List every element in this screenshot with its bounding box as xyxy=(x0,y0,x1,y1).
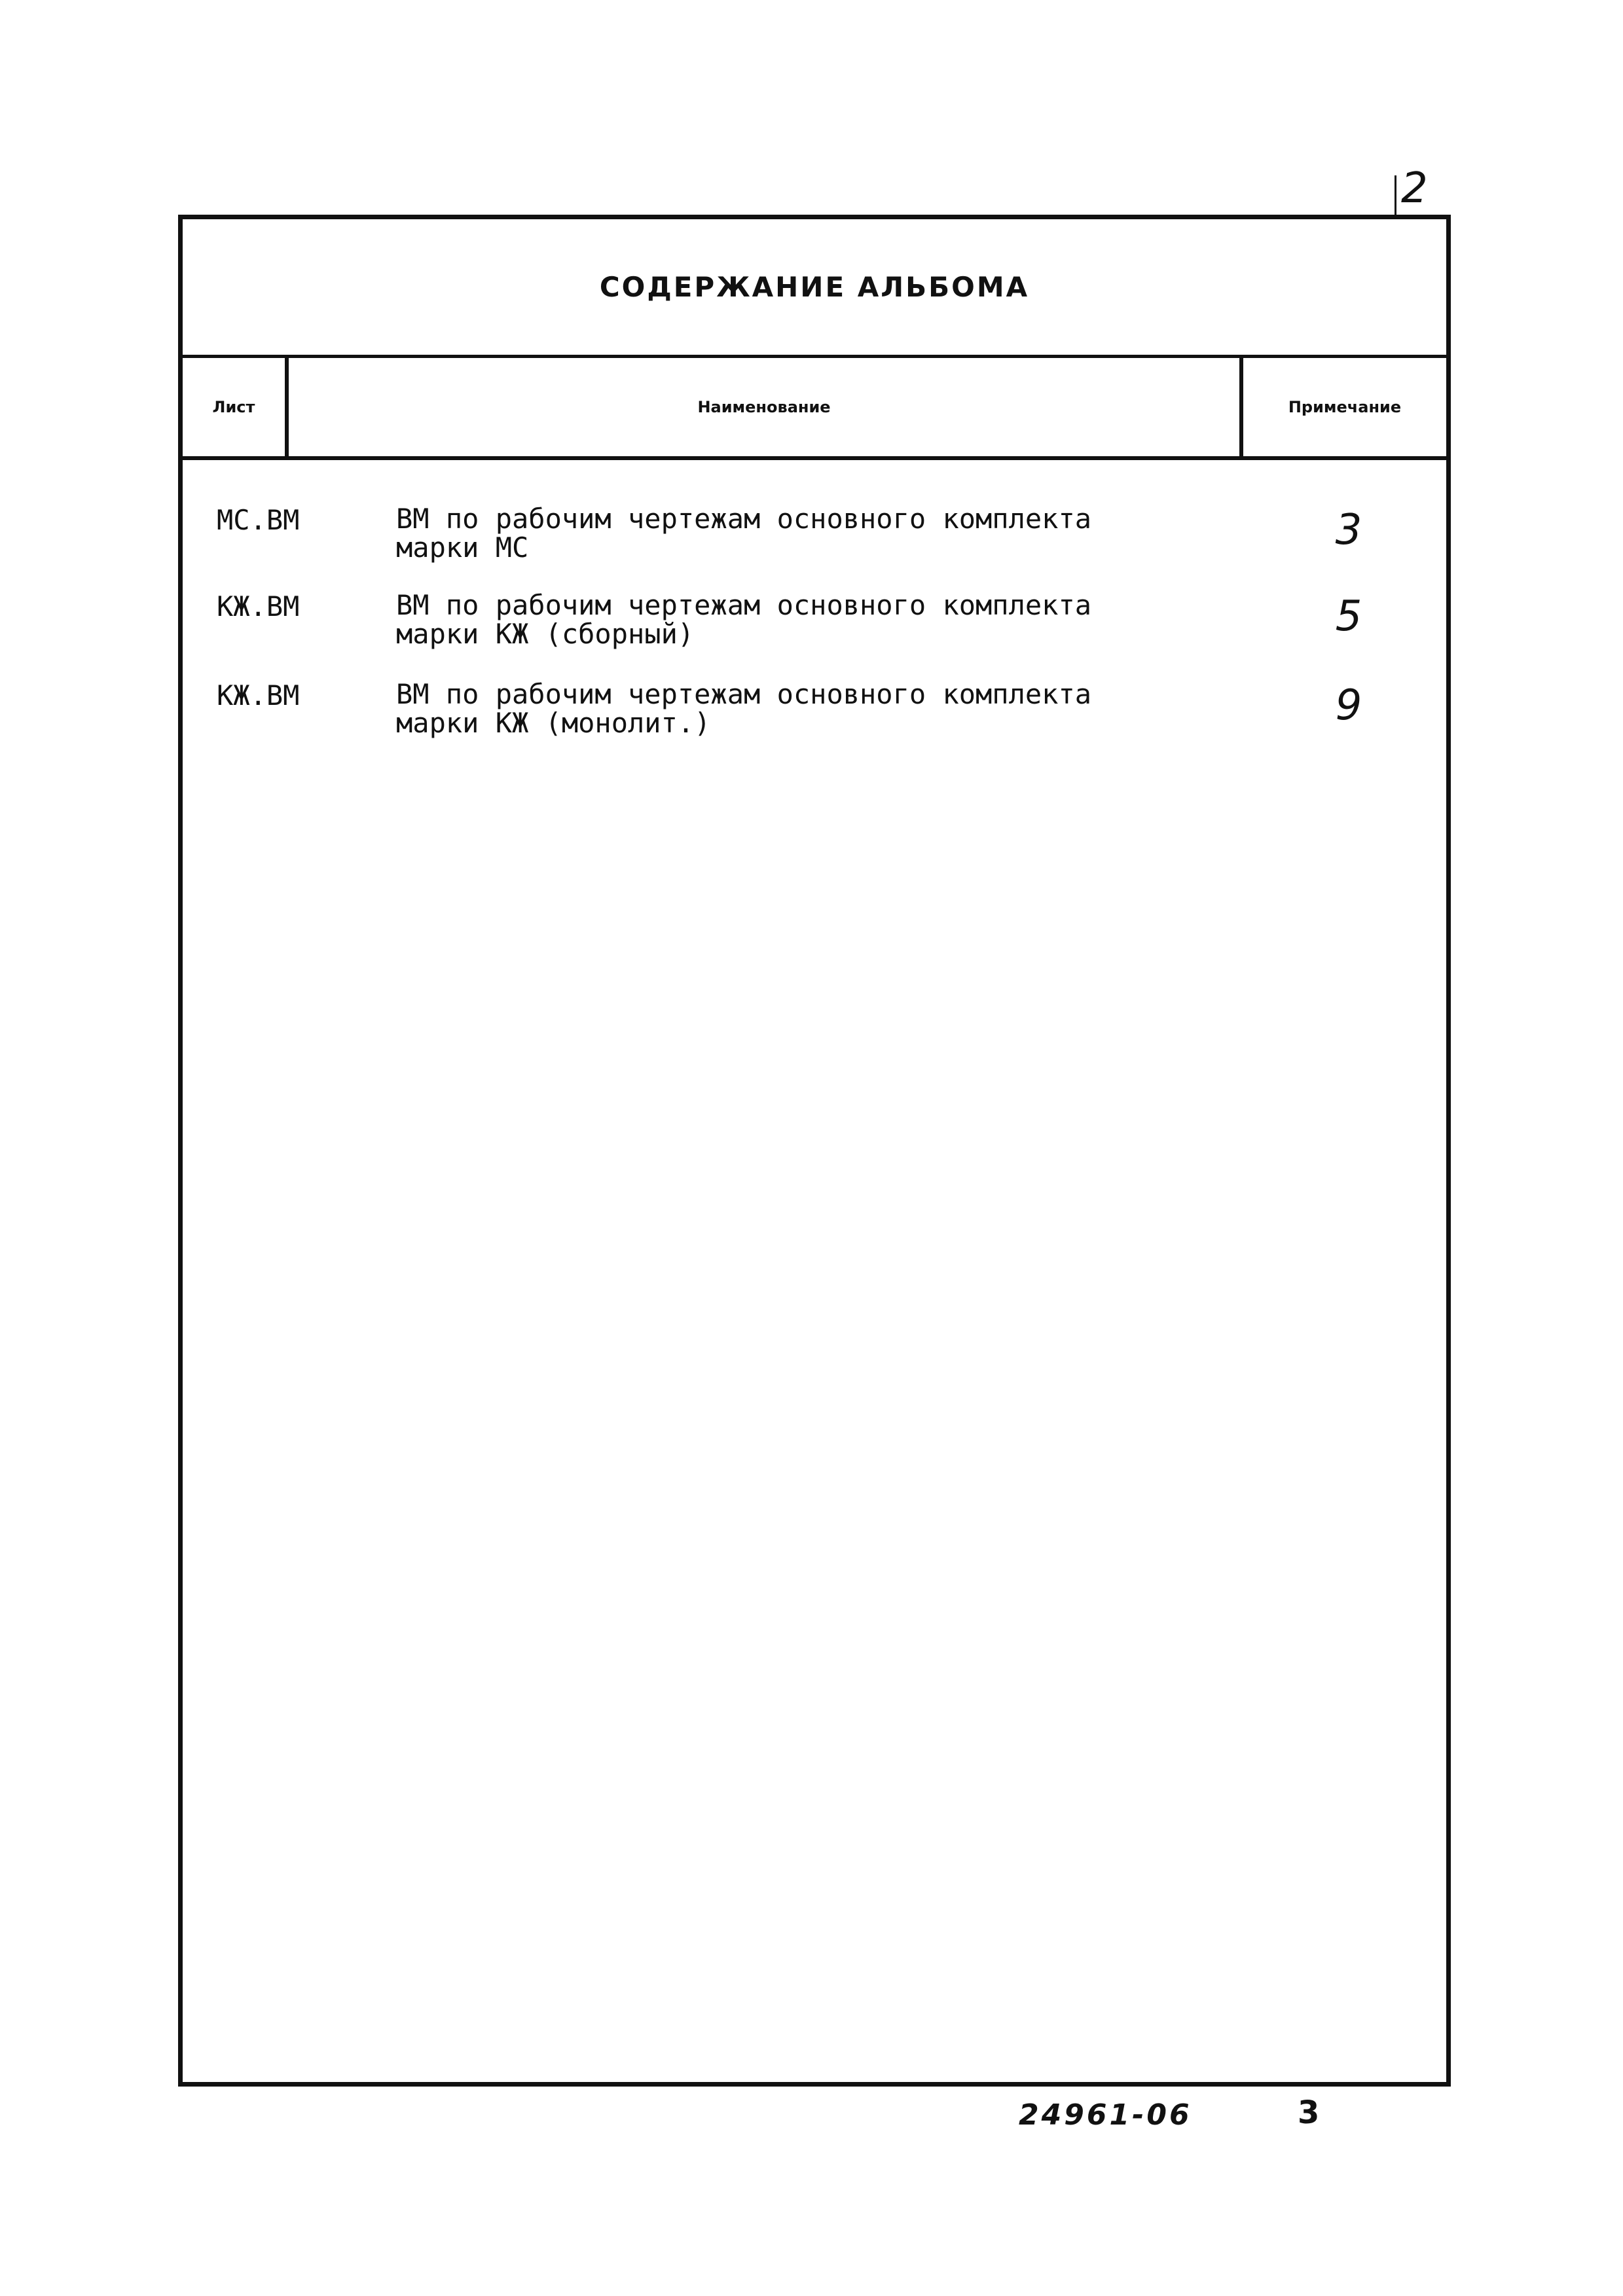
header-sheet: Лист xyxy=(183,358,289,456)
handwritten-sheet-number: 2 xyxy=(1401,164,1428,213)
row-note: 9 xyxy=(1335,681,1362,730)
row-name-line: ВМ по рабочим чертежам основного комплекта xyxy=(396,678,1092,710)
row-name-line: ВМ по рабочим чертежам основного комплекта xyxy=(396,589,1092,621)
row-name-line: ВМ по рабочим чертежам основного комплекта xyxy=(396,503,1092,535)
row-name xyxy=(396,591,1182,649)
row-name-line: марки МС xyxy=(396,531,529,564)
row-note: 5 xyxy=(1335,592,1362,641)
table-header xyxy=(183,358,1446,460)
header-name: Наименование xyxy=(289,358,1243,456)
row-note: 3 xyxy=(1335,506,1362,554)
row-sheet-code: МС.ВМ xyxy=(217,504,300,536)
row-sheet-code: КЖ.ВМ xyxy=(217,590,300,622)
table-row xyxy=(183,591,1446,676)
row-name xyxy=(396,680,1182,738)
row-name-line: марки КЖ (сборный) xyxy=(396,618,695,650)
table-row xyxy=(183,680,1446,765)
table-row xyxy=(183,505,1446,590)
row-name xyxy=(396,505,1182,562)
document-code: 24961-06 xyxy=(1019,2098,1192,2132)
row-sheet-code: КЖ.ВМ xyxy=(217,679,300,711)
page-number: 3 xyxy=(1298,2094,1320,2131)
page-title: СОДЕРЖАНИЕ АЛЬБОМА xyxy=(599,271,1030,303)
header-note: Примечание xyxy=(1288,398,1402,416)
row-name-line: марки КЖ (монолит.) xyxy=(396,707,711,739)
document-frame xyxy=(178,215,1451,2087)
corner-tick-mark xyxy=(1395,175,1396,217)
title-band xyxy=(183,219,1446,358)
